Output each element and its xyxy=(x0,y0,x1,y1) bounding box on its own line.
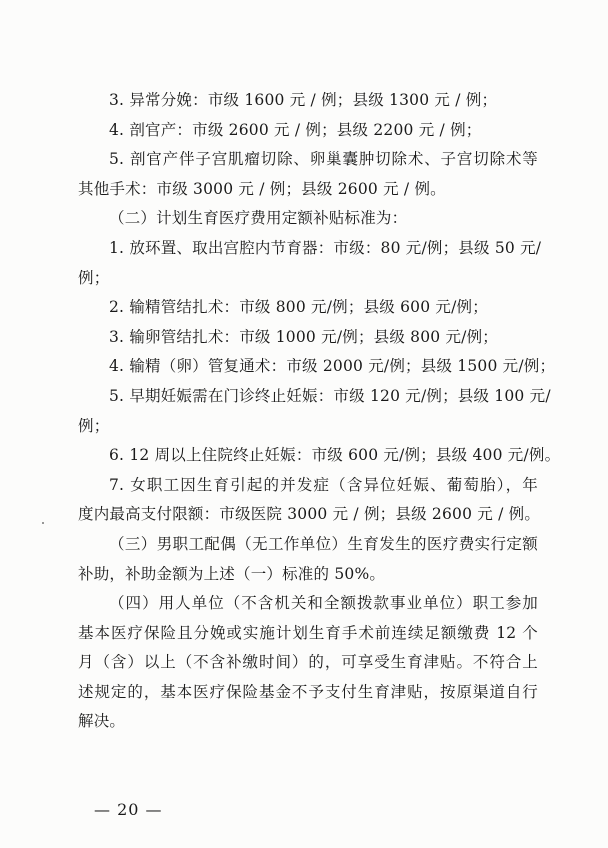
text-line: 6. 12 周以上住院终止妊娠：市级 600 元/例；县级 400 元/例。 xyxy=(109,446,561,465)
text-line: 5. 剖官产伴子宫肌瘤切除、卵巢囊肿切除术、子宫切除术等 xyxy=(109,150,538,169)
text-line: 1. 放环置、取出宫腔内节育器：市级：80 元/例；县级 50 元/ xyxy=(109,238,542,257)
text-line: 其他手术：市级 3000 元 / 例；县级 2600 元 / 例。 xyxy=(78,179,446,198)
document-body xyxy=(78,86,561,737)
section-heading: （三）男职工配偶（无工作单位）生育发生的医疗费实行定额 xyxy=(109,534,538,553)
text-line: 度内最高支付限额：市级医院 3000 元 / 例；县级 2600 元 / 例。 xyxy=(78,505,541,524)
text-line: 述规定的，基本医疗保险基金不予支付生育津贴，按原渠道自行 xyxy=(78,682,538,701)
text-line: 解决。 xyxy=(78,712,126,731)
text-line: 3. 输卵管结扎术：市级 1000 元/例；县级 800 元/例； xyxy=(109,327,499,346)
text-line: 5. 早期妊娠需在门诊终止妊娠：市级 120 元/例；县级 100 元/ xyxy=(109,386,551,405)
text-line: 基本医疗保险且分娩或实施计划生育手术前连续足额缴费 12 个 xyxy=(78,623,538,642)
text-line: 例； xyxy=(78,416,110,435)
text-line: 月（含）以上（不含补缴时间）的，可享受生育津贴。不符合上 xyxy=(78,653,538,672)
text-line: 补助，补助金额为上述（一）标准的 50%。 xyxy=(78,564,386,583)
text-line: 2. 输精管结扎术：市级 800 元/例；县级 600 元/例； xyxy=(109,298,488,317)
section-heading: （四）用人单位（不含机关和全额拨款事业单位）职工参加 xyxy=(109,594,538,613)
text-line: 7. 女职工因生育引起的并发症（含异位妊娠、葡萄胎），年 xyxy=(109,475,538,494)
section-heading: （二）计划生育医疗费用定额补贴标准为： xyxy=(109,209,408,228)
text-line: 例； xyxy=(78,268,110,287)
text-line: 4. 剖官产：市级 2600 元 / 例；县级 2200 元 / 例； xyxy=(109,120,482,139)
text-line: 3. 异常分娩：市级 1600 元 / 例；县级 1300 元 / 例； xyxy=(109,91,498,109)
text-line: 4. 输精（卵）管复通术：市级 2000 元/例；县级 1500 元/例； xyxy=(109,357,556,376)
scan-speck xyxy=(42,522,44,524)
page-number: — 20 — xyxy=(94,800,163,819)
